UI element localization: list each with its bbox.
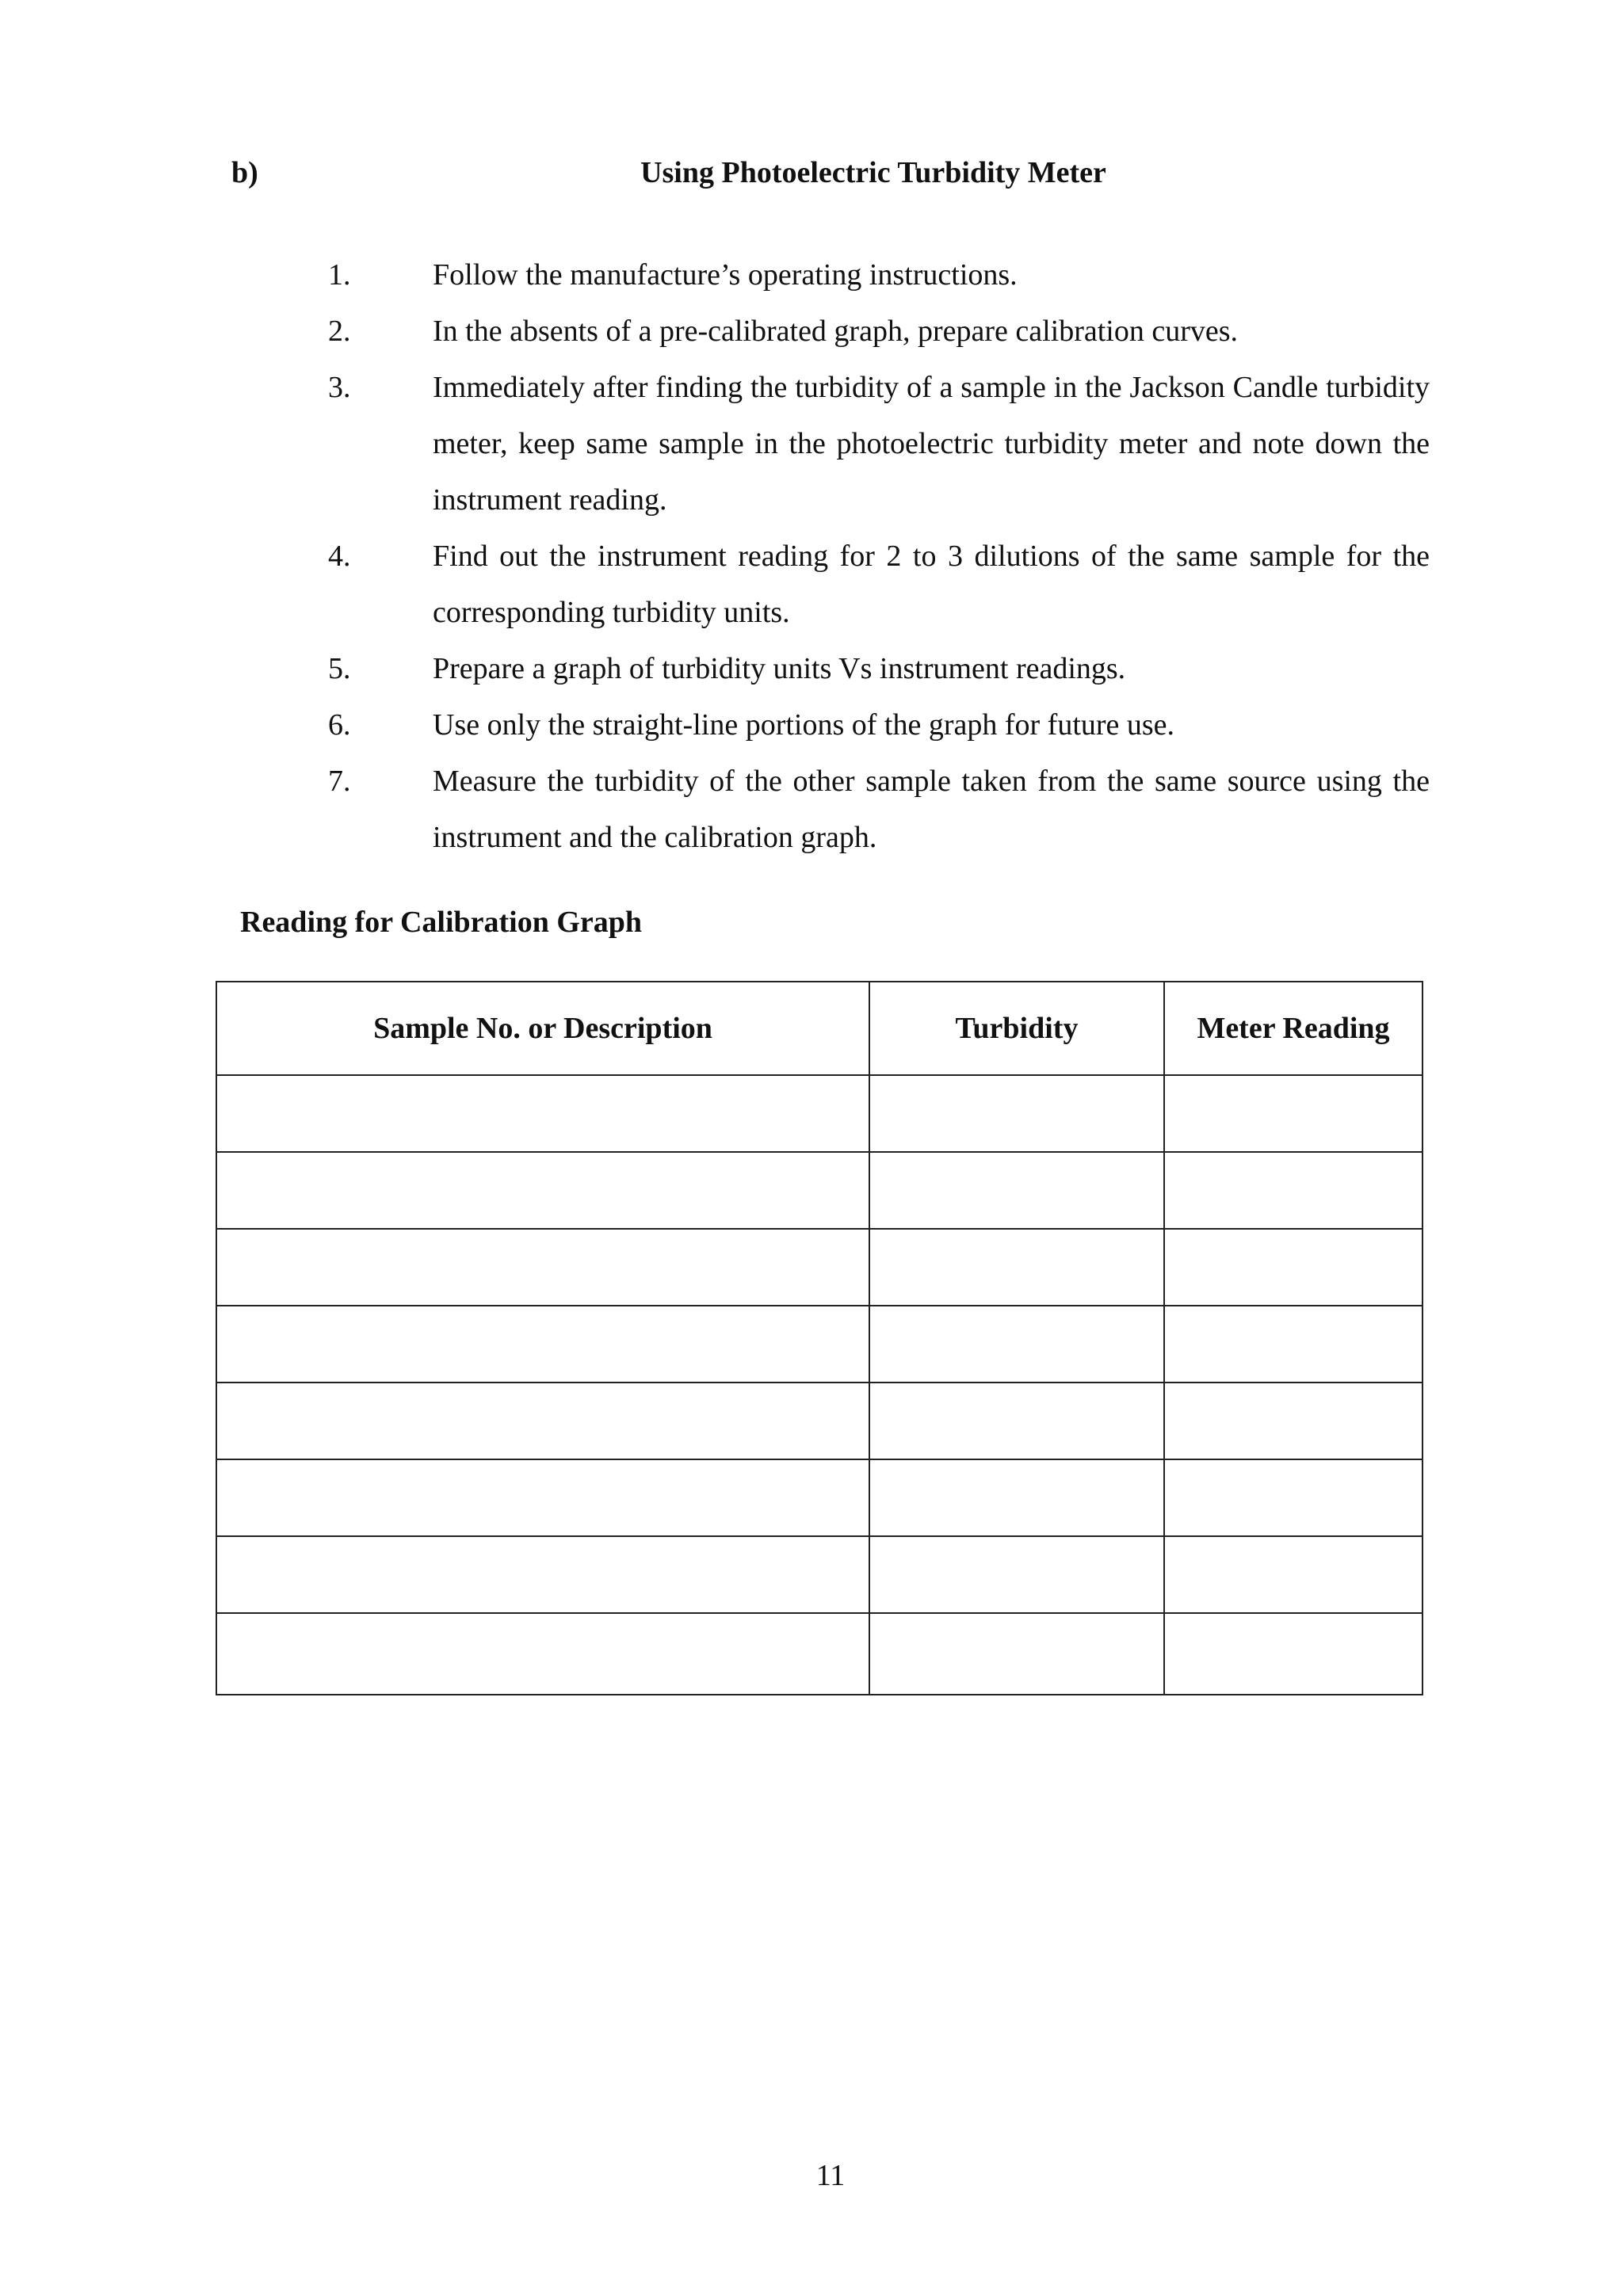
step-text: Immediately after finding the turbidity of a sample in the Jackson Candle turbidity meter, keep same sample in the photoelectric turbidity meter and note down the instrument reading.	[433, 371, 1430, 517]
table-cell[interactable]	[1164, 1459, 1423, 1536]
page-number: 11	[815, 2159, 846, 2192]
table-row	[216, 1075, 1423, 1152]
step-number: 4.	[328, 540, 351, 573]
procedure-steps	[325, 247, 1434, 866]
table-cell[interactable]	[1164, 1075, 1423, 1152]
table-cell[interactable]	[869, 1152, 1164, 1229]
table-cell[interactable]	[216, 1229, 869, 1306]
table-cell[interactable]	[216, 1459, 869, 1536]
calibration-table	[216, 981, 1423, 1695]
step-number: 5.	[328, 652, 351, 685]
table-cell[interactable]	[1164, 1306, 1423, 1383]
section-header	[231, 155, 1420, 196]
table-cell[interactable]	[1164, 1383, 1423, 1459]
step-text: Find out the instrument reading for 2 to 3 dilutions of the same sample for the corresponding turbidity units.	[433, 540, 1430, 629]
table-row	[216, 1536, 1423, 1613]
table-cell[interactable]	[869, 1459, 1164, 1536]
section-title: Using Photoelectric Turbidity Meter	[640, 156, 1106, 189]
step-text: Follow the manufacture’s operating instructions.	[433, 258, 1018, 292]
procedure-step	[325, 247, 1434, 303]
step-text: Prepare a graph of turbidity units Vs instrument readings.	[433, 652, 1126, 685]
step-number: 3.	[328, 371, 351, 404]
section-letter: b)	[231, 156, 258, 189]
table-row	[216, 1152, 1423, 1229]
table-cell[interactable]	[869, 1075, 1164, 1152]
procedure-step	[325, 303, 1434, 360]
table-cell[interactable]	[869, 1229, 1164, 1306]
table-cell[interactable]	[1164, 1229, 1423, 1306]
step-number: 1.	[328, 258, 351, 292]
table-cell[interactable]	[216, 1383, 869, 1459]
table-header-row	[216, 982, 1423, 1075]
table-cell[interactable]	[869, 1613, 1164, 1695]
table-cell[interactable]	[216, 1536, 869, 1613]
table-cell[interactable]	[216, 1613, 869, 1695]
table-row	[216, 1383, 1423, 1459]
procedure-step	[325, 697, 1434, 753]
table-cell[interactable]	[1164, 1536, 1423, 1613]
table-cell[interactable]	[869, 1536, 1164, 1613]
step-number: 6.	[328, 708, 351, 742]
step-number: 7.	[328, 765, 351, 798]
column-header-turbidity: Turbidity	[869, 982, 1164, 1075]
column-header-meter-reading: Meter Reading	[1164, 982, 1423, 1075]
step-number: 2.	[328, 315, 351, 348]
table-cell[interactable]	[216, 1306, 869, 1383]
procedure-step	[325, 360, 1434, 528]
table-cell[interactable]	[869, 1306, 1164, 1383]
procedure-step	[325, 753, 1434, 866]
table-row	[216, 1613, 1423, 1695]
column-header-sample: Sample No. or Description	[216, 982, 869, 1075]
step-text: In the absents of a pre-calibrated graph, prepare calibration curves.	[433, 315, 1239, 348]
table-row	[216, 1459, 1423, 1536]
step-text: Measure the turbidity of the other sample taken from the same source using the instrument and the calibration graph.	[433, 765, 1430, 854]
table-heading: Reading for Calibration Graph	[240, 906, 643, 939]
procedure-step	[325, 528, 1434, 641]
step-text: Use only the straight-line portions of the graph for future use.	[433, 708, 1175, 742]
table-cell[interactable]	[869, 1383, 1164, 1459]
table-cell[interactable]	[216, 1075, 869, 1152]
table-cell[interactable]	[1164, 1152, 1423, 1229]
table-row	[216, 1229, 1423, 1306]
table-cell[interactable]	[216, 1152, 869, 1229]
table-cell[interactable]	[1164, 1613, 1423, 1695]
procedure-step	[325, 641, 1434, 697]
table-row	[216, 1306, 1423, 1383]
